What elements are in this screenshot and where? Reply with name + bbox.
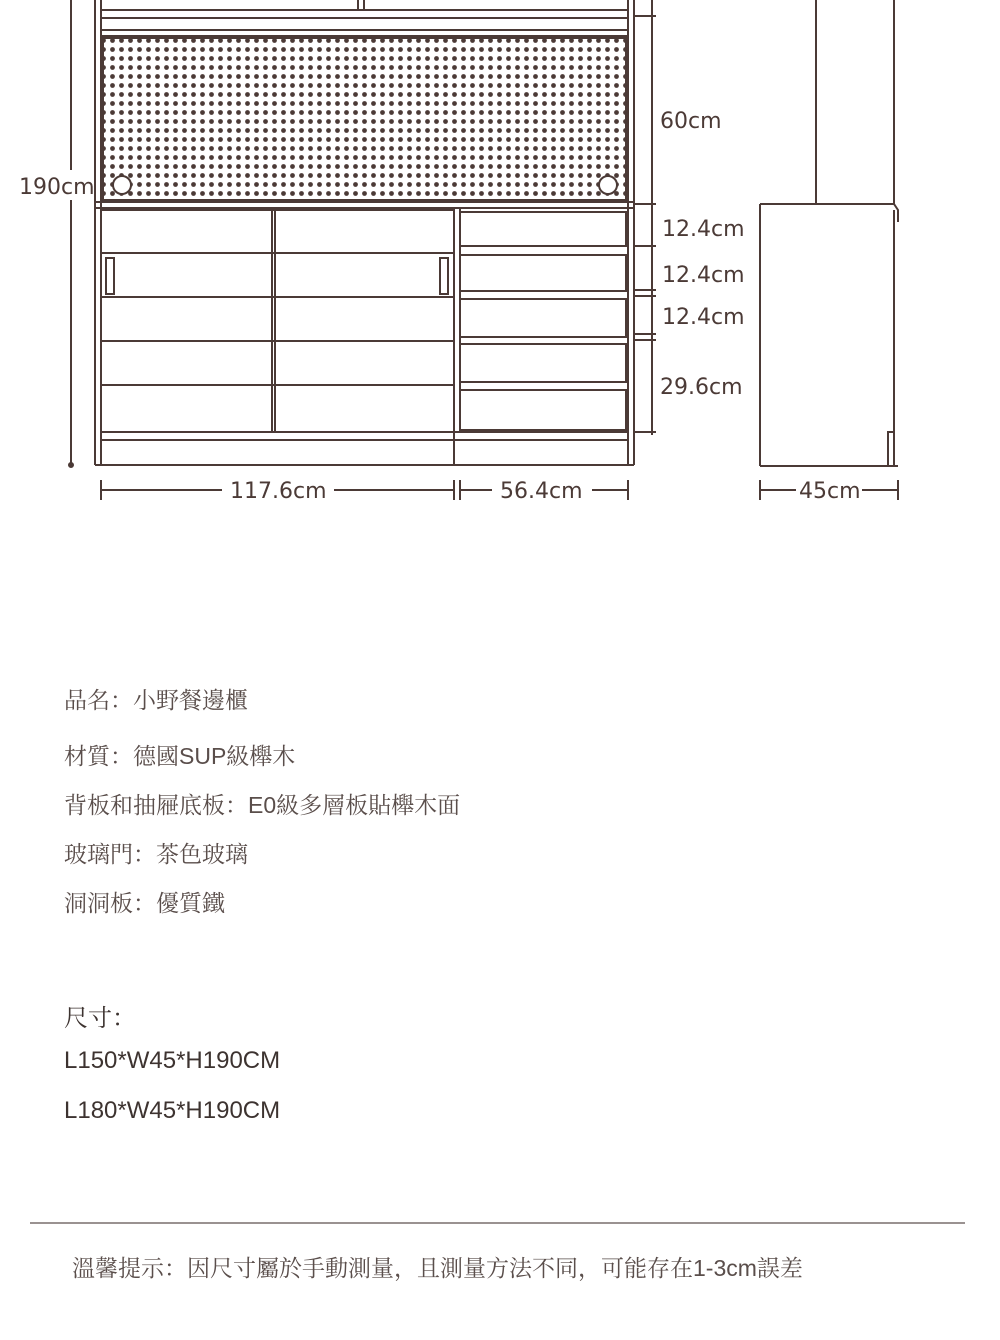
width-left-label: 117.6cm xyxy=(230,479,327,504)
spec-value: 德國SUP級櫸木 xyxy=(133,743,296,769)
spec-pegboard xyxy=(64,885,225,918)
width-right-label: 56.4cm xyxy=(500,479,583,504)
spec-value: E0級多層板貼櫸木面 xyxy=(248,792,461,818)
spec-label: 洞洞板： xyxy=(64,890,156,916)
spec-value: 優質鐵 xyxy=(156,890,225,916)
left-door-handle xyxy=(106,258,114,294)
drawer-3 xyxy=(460,299,626,337)
bottom-section-height-label: 29.6cm xyxy=(660,375,743,400)
drawer-5 xyxy=(460,390,626,430)
spec-value: 小野餐邊櫃 xyxy=(133,687,248,713)
size-option: L180*W45*H190CM xyxy=(64,1097,281,1124)
left-door-section xyxy=(101,210,454,432)
drawer-2-height-label: 12.4cm xyxy=(662,263,745,288)
pegboard-height-label: 60cm xyxy=(660,109,722,134)
drawer-3-height-label: 12.4cm xyxy=(662,305,745,330)
drawer-4 xyxy=(460,344,626,382)
right-door-handle xyxy=(440,258,448,294)
pegboard xyxy=(103,38,626,200)
depth-label: 45cm xyxy=(799,479,861,504)
size-option: L150*W45*H190CM xyxy=(64,1047,281,1074)
drawer-1 xyxy=(460,212,626,246)
spec-value: 茶色玻璃 xyxy=(156,841,248,867)
spec-product-name xyxy=(64,682,248,715)
size-title: 尺寸： xyxy=(64,1005,136,1032)
spec-label: 材質： xyxy=(64,743,133,769)
drawer-2 xyxy=(460,255,626,291)
spec-material xyxy=(64,738,295,771)
height-total-label: 190cm xyxy=(19,175,95,200)
drawer-1-height-label: 12.4cm xyxy=(662,217,745,242)
spec-backboard xyxy=(64,787,460,820)
measurement-note: 溫馨提示：因尺寸屬於手動測量，且測量方法不同，可能存在1-3cm誤差 xyxy=(72,1255,803,1281)
furniture-dimension-diagram xyxy=(0,0,1000,520)
pegboard-hole-left xyxy=(113,176,131,194)
pegboard-hole-right xyxy=(599,176,617,194)
spec-label: 品名： xyxy=(64,687,133,713)
spec-label: 玻璃門： xyxy=(64,841,156,867)
spec-glass-door xyxy=(64,836,248,869)
spec-label: 背板和抽屜底板： xyxy=(64,792,248,818)
note-divider xyxy=(30,1222,965,1224)
